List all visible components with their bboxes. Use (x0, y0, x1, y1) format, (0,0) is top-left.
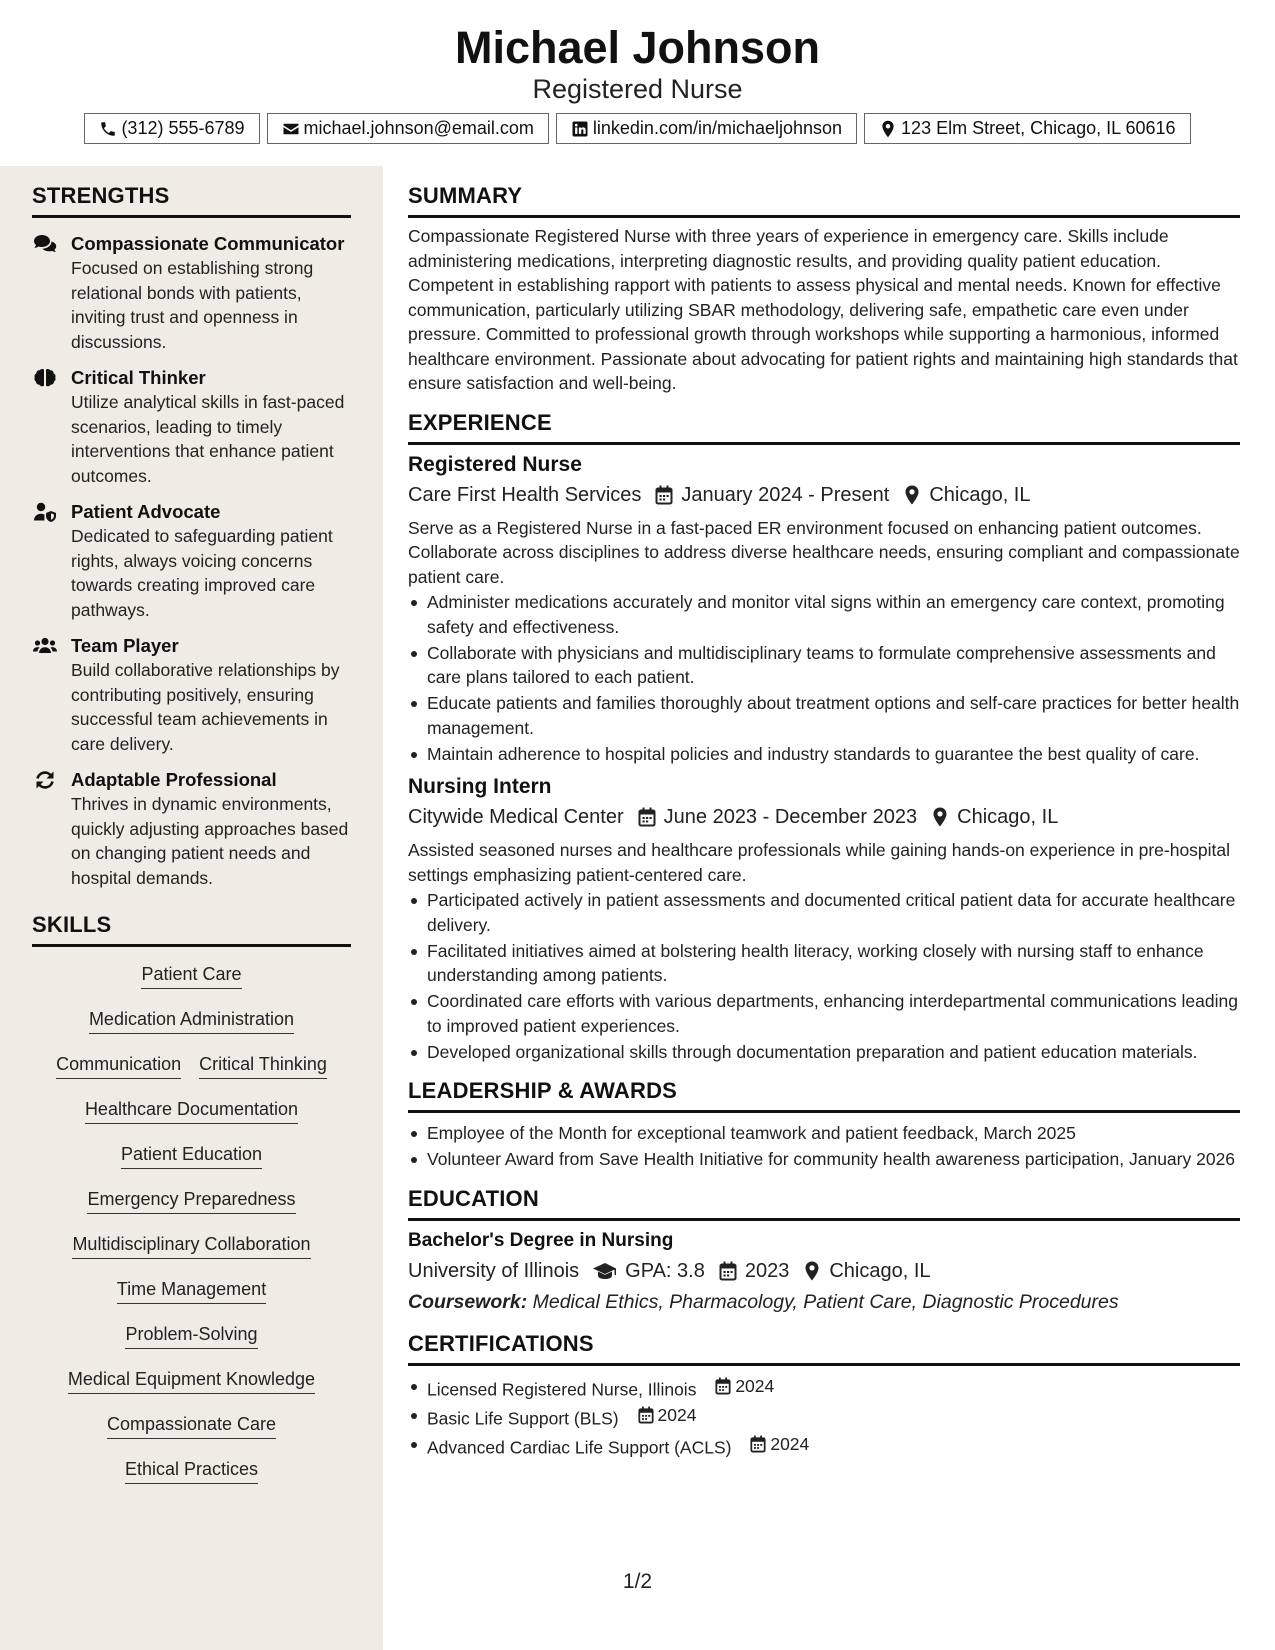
skill-tag: Critical Thinking (199, 1053, 327, 1079)
summary-heading: SUMMARY (408, 183, 1240, 218)
skill-tag: Compassionate Care (107, 1413, 276, 1439)
summary-section (408, 183, 1240, 396)
skill-tag: Patient Education (121, 1143, 262, 1169)
users-icon (33, 636, 57, 656)
resume-header (0, 0, 1275, 166)
job-description: Assisted seasoned nurses and healthcare professionals while gaining hands-on experience in pre-hospital settings emphasizing patient-centered care. (408, 840, 1231, 885)
skill-tag: Multidisciplinary Collaboration (72, 1233, 310, 1259)
contact-address[interactable] (864, 113, 1191, 144)
certification-year: 2024 (770, 1434, 810, 1454)
job-dates: January 2024 - Present (681, 483, 890, 506)
strength-item (32, 232, 351, 354)
sidebar (0, 166, 383, 1650)
job-company: Care First Health Services (408, 483, 642, 506)
contact-email-text: michael.johnson@email.com (303, 118, 534, 138)
strength-desc: Utilize analytical skills in fast-paced scenarios, leading to timely interventions that enhance patient outcomes. (71, 392, 345, 486)
certification-item (408, 1432, 1240, 1460)
awards-section (408, 1078, 1240, 1172)
job-title: Nursing Intern (408, 775, 552, 798)
contact-address-text: 123 Elm Street, Chicago, IL 60616 (901, 118, 1176, 138)
strength-desc: Build collaborative relationships by contributing positively, ensuring successful team achievements in care delivery. (71, 660, 340, 754)
sync-icon (33, 770, 57, 790)
map-marker-icon (879, 120, 897, 138)
school-name: University of Illinois (408, 1259, 580, 1282)
strength-desc: Thrives in dynamic environments, quickly adjusting approaches based on changing patient needs and hospital demands. (71, 794, 349, 888)
calendar-icon (655, 485, 673, 505)
job-bullet: Developed organizational skills through documentation preparation and patient education materials. (408, 1040, 1240, 1065)
map-marker-icon (803, 1261, 821, 1281)
job-bullet: Collaborate with physicians and multidisciplinary teams to formulate comprehensive assessments and care plans tailored to each patient. (408, 641, 1240, 690)
strength-title: Critical Thinker (71, 367, 206, 388)
calendar-icon (638, 807, 656, 827)
calendar-icon (719, 1261, 737, 1281)
certifications-list (408, 1374, 1240, 1460)
job-location: Chicago, IL (957, 806, 1059, 828)
calendar-icon (638, 1406, 654, 1424)
certification-name: Basic Life Support (BLS) (427, 1408, 619, 1428)
candidate-name: Michael Johnson (454, 22, 821, 73)
contact-linkedin-text: linkedin.com/in/michaeljohnson (592, 118, 843, 138)
strength-title: Adaptable Professional (71, 769, 277, 790)
job-entry (408, 452, 1240, 767)
certification-name: Licensed Registered Nurse, Illinois (427, 1378, 697, 1399)
coursework (408, 1289, 1240, 1315)
skill-tag: Medication Administration (89, 1008, 294, 1034)
certification-name: Advanced Cardiac Life Support (ACLS) (427, 1437, 732, 1458)
strength-item (32, 768, 351, 890)
phone-icon (99, 120, 117, 138)
certification-year: 2024 (657, 1404, 697, 1425)
certification-item (408, 1374, 1240, 1402)
contact-linkedin[interactable] (556, 113, 857, 144)
award-item: Employee of the Month for exceptional teamwork and patient feedback, March 2025 (408, 1121, 1240, 1146)
map-marker-icon (903, 485, 921, 505)
summary-text: Compassionate Registered Nurse with three years of experience in emergency care. Skills include administering medications, interpreting diagnostic results, and providing quality patient education. Competent in establishing rapport with patients to assess physical and mental needs. Known for effective communication, particularly utilizing SBAR methodology, delivering safe, empathetic care even under pressure. Committed to professional growth through workshops while supporting a harmonious, informed healthcare environment. Passionate about advocating for patient rights and maintaining high standards that ensure satisfaction and well-being. (408, 226, 1238, 393)
job-description: Serve as a Registered Nurse in a fast-paced ER environment focused on enhancing patient outcomes. Collaborate across disciplines to address diverse healthcare needs, ensuring compliant and compassionate patient care. (408, 517, 1240, 587)
strength-desc: Dedicated to safeguarding patient rights, always voicing concerns towards creating improved care pathways. (71, 526, 333, 620)
job-bullets (408, 590, 1240, 766)
skill-tag: Problem-Solving (125, 1323, 257, 1349)
brain-icon (33, 368, 57, 388)
education-section (408, 1186, 1240, 1315)
job-bullets (408, 888, 1240, 1064)
awards-list (408, 1121, 1240, 1172)
skill-tag: Emergency Preparedness (87, 1188, 295, 1214)
awards-heading: LEADERSHIP & AWARDS (408, 1078, 1240, 1113)
strength-title: Team Player (71, 635, 179, 656)
strength-item (32, 634, 351, 756)
envelope-icon (282, 120, 300, 138)
award-item: Volunteer Award from Save Health Initiative for community health awareness participation, January 2026 (408, 1147, 1240, 1172)
job-meta (408, 482, 1240, 508)
skill-tag: Communication (56, 1053, 181, 1079)
candidate-title: Registered Nurse (532, 74, 743, 104)
contact-bar (0, 113, 1275, 144)
contact-phone[interactable] (84, 113, 259, 144)
skill-tag: Patient Care (141, 963, 241, 989)
job-dates: June 2023 - December 2023 (663, 806, 918, 828)
job-bullet: Maintain adherence to hospital policies and industry standards to guarantee the best quality of care. (408, 742, 1240, 767)
job-entry (408, 774, 1240, 1064)
skills-list (32, 963, 351, 1503)
job-bullet: Coordinated care efforts with various departments, enhancing interdepartmental communications leading to improved patient experiences. (408, 989, 1240, 1038)
calendar-icon (715, 1377, 731, 1395)
coursework-list: Medical Ethics, Pharmacology, Patient Care, Diagnostic Procedures (532, 1290, 1119, 1313)
comments-icon (33, 234, 57, 254)
strength-item (32, 500, 351, 622)
job-bullet: Facilitated initiatives aimed at bolstering health literacy, working closely with nursing staff to enhance understanding among patients. (408, 939, 1240, 988)
experience-section (408, 410, 1240, 1065)
education-heading: EDUCATION (408, 1186, 1240, 1221)
skill-tag: Medical Equipment Knowledge (68, 1368, 315, 1394)
experience-heading: EXPERIENCE (408, 410, 1240, 445)
gpa: GPA: 3.8 (625, 1259, 705, 1282)
contact-phone-text: (312) 555-6789 (121, 118, 245, 138)
user-shield-icon (33, 502, 57, 522)
job-bullet: Administer medications accurately and monitor vital signs within an emergency care context, promoting safety and effectiveness. (408, 590, 1240, 639)
map-marker-icon (931, 807, 949, 827)
job-title: Registered Nurse (408, 452, 582, 476)
main-content (408, 166, 1240, 1650)
graduation-year: 2023 (744, 1259, 790, 1282)
job-company: Citywide Medical Center (408, 806, 624, 828)
skill-tag: Ethical Practices (125, 1458, 258, 1484)
strength-title: Compassionate Communicator (71, 233, 345, 254)
strength-item (32, 366, 351, 488)
job-meta (408, 804, 1240, 830)
calendar-icon (750, 1435, 766, 1453)
school-location: Chicago, IL (829, 1259, 931, 1282)
page-number: 1/2 (622, 1570, 653, 1593)
job-bullet: Educate patients and families thoroughly about treatment options and self-care practices for better health management. (408, 691, 1240, 740)
strengths-list (32, 232, 351, 890)
education-meta (408, 1258, 1240, 1284)
strength-title: Patient Advocate (71, 501, 221, 522)
skills-heading: SKILLS (32, 912, 351, 947)
linkedin-icon (571, 120, 589, 138)
strengths-section (32, 183, 351, 1503)
graduation-cap-icon (593, 1261, 617, 1281)
certification-year: 2024 (735, 1375, 775, 1396)
certification-item (408, 1403, 1240, 1431)
job-bullet: Participated actively in patient assessments and documented critical patient data for accurate healthcare delivery. (408, 888, 1240, 937)
certifications-section (408, 1331, 1240, 1460)
coursework-label: Coursework: (408, 1290, 528, 1313)
job-location: Chicago, IL (929, 483, 1031, 506)
skills-section (32, 912, 351, 1503)
certifications-heading: CERTIFICATIONS (408, 1331, 1240, 1366)
skill-tag: Time Management (117, 1278, 266, 1304)
degree-title: Bachelor's Degree in Nursing (408, 1229, 674, 1251)
contact-email[interactable] (267, 113, 549, 144)
strength-desc: Focused on establishing strong relational bonds with patients, inviting trust and openness in discussions. (71, 258, 314, 352)
skill-tag: Healthcare Documentation (85, 1098, 298, 1124)
strengths-heading: STRENGTHS (32, 183, 351, 218)
